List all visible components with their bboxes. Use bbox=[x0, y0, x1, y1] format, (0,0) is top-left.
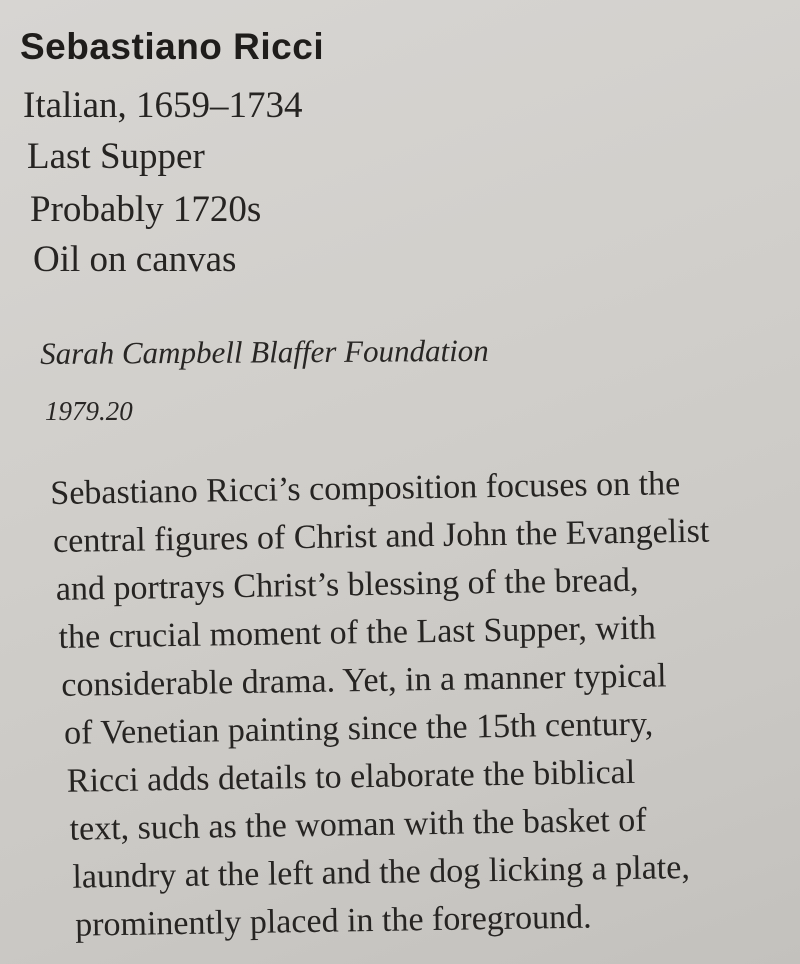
description-line: of Venetian painting since the 15th century, bbox=[63, 705, 654, 752]
description-line: prominently placed in the foreground. bbox=[74, 898, 592, 944]
artwork-title: Last Supper bbox=[27, 136, 205, 177]
description-line: text, such as the woman with the basket of bbox=[69, 801, 647, 848]
description-text bbox=[50, 458, 797, 950]
artwork-date: Probably 1720s bbox=[30, 189, 262, 230]
description-line: Ricci adds details to elaborate the biblical bbox=[66, 753, 636, 800]
description-line: laundry at the left and the dog licking a plate, bbox=[72, 849, 691, 896]
description-line: central figures of Christ and John the Evangelist bbox=[52, 512, 710, 560]
credit-line: Sarah Campbell Blaffer Foundation bbox=[40, 332, 489, 371]
description-line: considerable drama. Yet, in a manner typical bbox=[61, 657, 667, 704]
artwork-medium: Oil on canvas bbox=[33, 239, 237, 280]
accession-number: 1979.20 bbox=[45, 396, 133, 426]
description-line: and portrays Christ’s blessing of the bread, bbox=[55, 561, 639, 608]
artist-nationality-dates: Italian, 1659–1734 bbox=[23, 85, 303, 126]
description-line: Sebastiano Ricci’s composition focuses on the bbox=[50, 465, 681, 512]
description-line: the crucial moment of the Last Supper, with bbox=[58, 609, 657, 656]
artist-name: Sebastiano Ricci bbox=[20, 26, 325, 67]
